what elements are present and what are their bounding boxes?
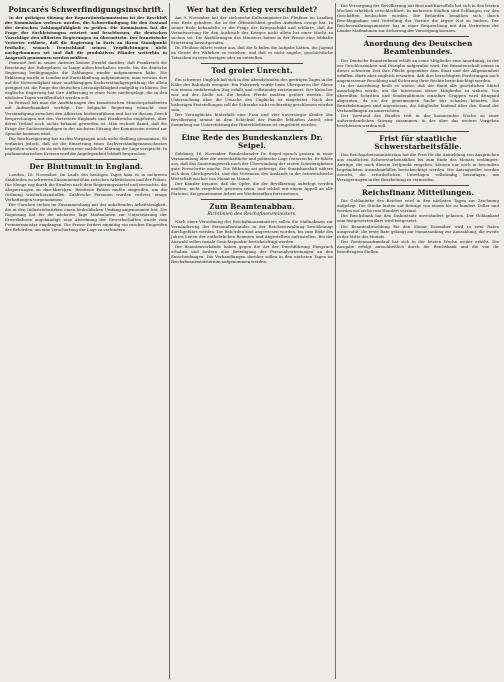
divider — [201, 63, 303, 64]
paragraph: Die Reichsbank hat den Diskontsatz unverändert gelassen. Der Goldankauf zum festgesetzten Kurs wird fortgesetzt. — [337, 213, 499, 224]
headline: Reichsfinanz Mitteilungen. — [361, 188, 475, 198]
subheadline: Richtlinien des Reichsfinanzministers. — [207, 212, 297, 218]
paragraph: Ein schweres Unglück hat sich in den Abendstunden des gestrigen Tages in der Nähe des Bahnhofs ereignet. Ein Fuhrwerk wurde beim Überqueren der Gleise von einem einfahrenden Zug erfaßt und vollständig zertrümmert. Der Kutscher war auf der Stelle tot, die beiden Pferde mußten getötet werden. Die Untersuchung über die Ursache des Unglücks ist eingeleitet. Nach den bisherigen Feststellungen soll die Schranke nicht rechtzeitig geschlossen worden sein. — [171, 76, 333, 112]
paragraph: Am 9. November hat der sächsische Kultusminister Dr. Fleißner im Landtag eine Rede gehalten, die in der Öffentlichkeit großes Aufsehen erregt hat. In seiner Rede behandelte er die Frage der Kriegsschuld und erklärte, daß die Verantwortung für den Ausbruch des Krieges nicht allein bei einer Macht zu suchen sei. Die Ausführungen des Ministers haben in der Presse eine lebhafte Erörterung hervorgerufen. — [171, 15, 333, 46]
divider — [367, 185, 469, 186]
article-unglueck — [171, 67, 333, 126]
paragraph: Der Kanzler betonte, daß die Opfer, die der Bevölkerung auferlegt werden mußten, nicht vergeblich gewesen seien, und schloß mit einem Appell an alle Parteien, die gemeinsame Arbeit am Wiederaufbau fortzusetzen. — [171, 181, 333, 197]
paragraph: Das Reichsarbeitsministerium hat die Frist für die Anmeldung von Ansprüchen aus staatlichen Schwerstarbeitsfällen bis zum Ende des Monats verlängert. Anträge, die nach diesem Zeitpunkt eingehen, können nur noch in besonders begründeten Ausnahmefällen berücksichtigt werden. Die Antragsteller werden ersucht, die erforderlichen Unterlagen vollständig beizufügen, um Verzögerungen in der Bearbeitung zu vermeiden. — [337, 152, 499, 183]
headline: Zum Beamtenabbau. — [209, 202, 295, 212]
article-versorgung — [337, 3, 499, 33]
paragraph: Poincaré ließ in seiner Antwort keinen Zweifel darüber, daß Frankreich die Besetzung des Ruhrgebiets so lange aufrechterhalten werde, bis die deutsche Regierung bedingungslos die Zahlungen wieder aufgenommen habe. Die Erklärung wurde in London mit Zurückhaltung aufgenommen; man verwies dort auf die Notwendigkeit einer unabhängigen Sachverständigenprüfung, die allein geeignet sei, die Frage der deutschen Leistungsfähigkeit endgültig zu klären. Die englische Regierung hat ihre Auffassung in einer Note niedergelegt, die in den nächsten Tagen veröffentlicht werden soll. — [5, 60, 167, 101]
column-3 — [337, 3, 499, 679]
headline: Anordnung des Deutschen Beamtenbundes. — [363, 39, 473, 57]
paragraph: Dr. Fleißner führte weiter aus, daß die Schulen die Aufgabe hätten, die Jugend im Geiste der Wahrheit zu erziehen, und daß es nicht angehe, geschichtliche Tatsachen zu verschweigen oder zu entstellen. — [171, 45, 333, 61]
column-2 — [171, 3, 333, 679]
paragraph: In der geitrigen Sitzung der Reparationskommission ist der Beschluß der Kommission verlesen worden, die Schwerfindigung für den Zustand der deutschen Zahlungsfähigkeit zu prüfen. Die Kommission hat die Frage der Sachleistungen erörtert und beschlossen, die deutschen Vorschläge den alliierten Regierungen zu übermitteln. Der französische Vertreter erklärte, daß die Regierung in Paris an ihrem Standpunkt festhalte, wonach Deutschland seinen Verpflichtungen nicht nachgekommen sei und daß die produktiven Pfänder weiterhin in Anspruch genommen werden müßten. — [5, 15, 167, 61]
headline: Der Bluttumult in England. — [29, 161, 143, 171]
headline: Eine Rede des Bundeskanzlers Dr. Seipel. — [181, 132, 323, 150]
article-kriegsschuld — [171, 6, 333, 60]
article-england — [5, 163, 167, 232]
paragraph: Der Vorstand des Bundes tritt in der kommenden Woche zu einer außerordentlichen Sitzung zusammen, in der über das weitere Vorgehen beschlossen werden soll. — [337, 112, 499, 128]
article-seipel — [171, 134, 333, 197]
paragraph: Die Unruhen stehen im Zusammenhang mit der anhaltenden Arbeitslosigkeit, die in den Industriebezirken einen bedrohlichen Umfang angenommen hat. Die Regierung hat für die nächsten Tage Maßnahmen zur Unterstützung der Erwerbslosen angekündigt; eine Abordnung der Gewerkschaften wurde vom Premierminister empfangen. Die Presse fordert einmütig ein rasches Eingreifen der Behörden, um eine Verschärfung der Lage zu verhindern. — [5, 201, 167, 233]
article-poincare — [5, 6, 167, 156]
column-1 — [5, 3, 167, 679]
paragraph: In Brüssel hat man die Ausführungen des französischen Ministerpräsidenten mit Aufmerksamkeit verfolgt. Die belgische Regierung wünscht eine Verständigung zwischen den Alliierten herbeizuführen und hat zu diesem Zweck Besprechungen mit den Vertretern Englands und Frankreichs eingeleitet, über deren Verlauf noch nichts bekannt geworden ist. Man rechnet damit, daß die Frage der Sachverständigen in der nächsten Sitzung der Kommission erneut zur Sprache kommen wird. — [5, 100, 167, 136]
headline: Tod groler Unrecht. — [211, 66, 293, 76]
divider — [201, 130, 303, 131]
paragraph: Die Beamtenbesoldung für den Monat Dezember wird in zwei Raten ausgezahlt; die erste Rate gelangt am Monatsanfang zur Auszahlung, die zweite in der Mitte des Monats. — [337, 223, 499, 239]
headline: Frist für staatliche Schwerstarbeitsfälle. — [374, 133, 462, 151]
paragraph: Die Versorgung der Bevölkerung mit Brot und Kartoffeln hat sich in den letzten Wochen erheblich verschlechtert. In mehreren Städten sind Schlangen vor den Geschäften beobachtet worden. Die Behörden bemühen sich, durch Beschlagnahme und Verteilung der Vorräte die ärgste Not zu lindern. Der Reichsernährungsminister hat in einer Besprechung mit den Vertretern der Länder Maßnahmen zur Sicherung der Versorgung beraten. — [337, 3, 499, 34]
article-beamtenabbau — [171, 203, 333, 264]
headline: Wer hat den Krieg verschuldet? — [186, 5, 318, 14]
paragraph: Die Reichsregierung hat zu den Vorgängen noch nicht Stellung genommen. Es verlautet jedoch, daß sie die Einsetzung eines Sachverständigenausschusses begrüßen würde, da sie sich davon eine sachliche Klärung der Lage verspricht. In parlamentarischen Kreisen wird die Angelegenheit lebhaft besprochen. — [5, 135, 167, 156]
article-frist — [337, 135, 499, 183]
paragraph: Der Deutsche Beamtenbund erläßt an seine Mitglieder eine Anordnung, in der zur Geschlossenheit und Disziplin aufgerufen wird. Die Beamtenschaft müsse in dieser schweren Zeit ihre Pflicht gegenüber dem Staat und der Allgemeinheit erfüllen, dürfe aber zugleich erwarten, daß ihre berechtigten Forderungen nach angemessener Besoldung und Sicherung ihrer Rechte berücksichtigt werden. — [337, 57, 499, 83]
headline: Poincarés Schwerfindigungsinschrift. — [8, 5, 164, 14]
article-mitteilungen — [337, 189, 499, 253]
divider — [367, 131, 469, 132]
divider — [35, 159, 137, 160]
paragraph: Die Beamtenverbände haben gegen die Art der Durchführung Einspruch erhoben und fordern eine Beteiligung der Personalvertretungen an den Entscheidungen. Die Verhandlungen darüber sollen in den nächsten Tagen im Reichsfinanzministerium aufgenommen werden. — [171, 243, 333, 264]
paragraph: Der Verunglückte hinterläßt eine Frau und vier unversorgte Kinder. Die Bevölkerung nimmt an dem Schicksal der Familie lebhaften Anteil; eine Sammlung zur Unterstützung der Hinterbliebenen ist eingeleitet worden. — [171, 111, 333, 127]
divider — [201, 199, 303, 200]
paragraph: In der Anordnung heißt es weiter, daß der Bund alle gesetzlichen Mittel ausschöpfen werde, um die Interessen seiner Mitglieder zu wahren. Von übereilten Schritten und Sonderaktionen einzelner Gruppen wird dringend abgeraten, da sie der gemeinsamen Sache nur schaden könnten. Die Bezirksleitungen sind angewiesen, die Mitglieder laufend über den Stand der Verhandlungen zu unterrichten. — [337, 82, 499, 113]
paragraph: Die Goldanleihe des Reiches wird in den nächsten Tagen zur Zeichnung aufgelegt. Die Stücke lauten auf Beträge von einem bis zu hundert Dollar und werden mit sechs vom Hundert verzinst. — [337, 198, 499, 214]
paragraph: Der Rentenmarkumlauf hat sich in der letzten Woche weiter erhöht. Die Ausgabe erfolgt ausschließlich durch die Reichsbank und die von ihr beauftragten Stellen. — [337, 238, 499, 254]
paragraph: Nach einer Verordnung des Reichsfinanzministers sollen die Maßnahmen zur Verminderung des Personalbestandes in der Reichsverwaltung beschleunigt durchgeführt werden. Die Behörden sind angewiesen worden, bis zum Ende des Jahres Listen der entbehrlichen Beamten und Angestellten aufzustellen. Bei der Auswahl sollen soziale Gesichtspunkte berücksichtigt werden. — [171, 218, 333, 244]
paragraph: London, 16. November. Im Laufe des heutigen Tages kam es in mehreren Stadtteilen zu schweren Zusammenstößen zwischen Arbeitslosen und der Polizei. Die Menge zog durch die Straßen nach dem Regierungsviertel und versuchte, die Absperrungen zu durchbrechen. Berittene Polizei mußte eingreifen, um die Ordnung wiederherzustellen. Zahlreiche Personen wurden verletzt, einige Verhaftungen vorgenommen. — [5, 171, 167, 202]
article-beamtenbund — [337, 40, 499, 128]
divider — [367, 36, 469, 37]
paragraph: Salzburg, 16. November. Bundeskanzler Dr. Seipel sprach gestern in einer Versammlung über die wirtschaftliche und politische Lage Österreichs. Er führte aus, daß das Sanierungswerk nach der Überwindung der ersten Schwierigkeiten gute Fortschritte mache. Die Währung sei gefestigt, der Staatshaushalt nähere sich dem Gleichgewicht, und das Vertrauen des Auslands in die österreichische Wirtschaft wachse von Monat zu Monat. — [171, 151, 333, 182]
